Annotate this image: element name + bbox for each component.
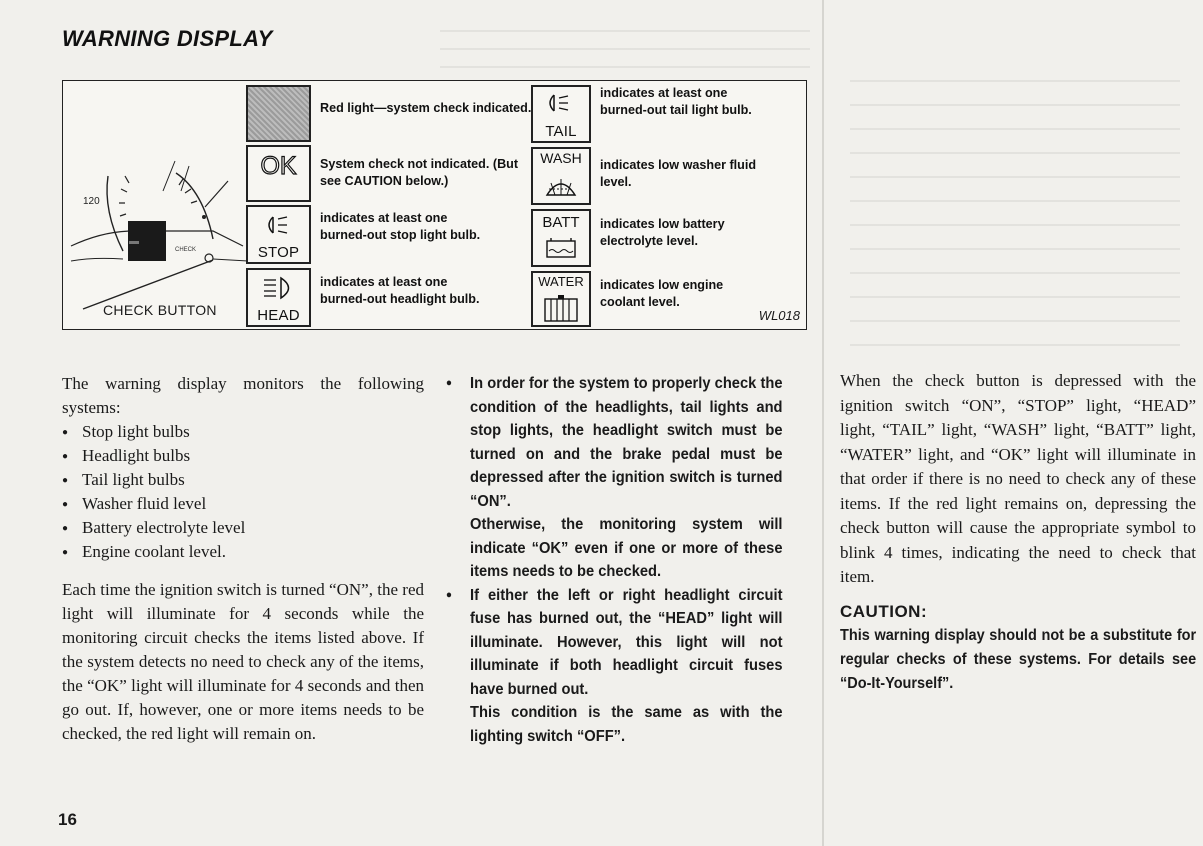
- radiator-icon: [531, 271, 591, 327]
- systems-list: [62, 420, 424, 564]
- batt-desc: indicates low battery electrolyte level.: [600, 217, 725, 248]
- list-item: ● Battery electrolyte level: [62, 516, 424, 540]
- stop-desc: indicates at least one burned-out stop light bulb.: [320, 211, 481, 242]
- batt-icon-label: BATT: [542, 214, 580, 231]
- tail-desc: indicates at least one burned-out tail light bulb.: [600, 86, 752, 117]
- page-gutter: [822, 0, 824, 846]
- bleed-through-texture: [850, 80, 1180, 360]
- list-item: ● Tail light bulbs: [62, 468, 424, 492]
- battery-icon: [531, 209, 591, 267]
- water-desc: indicates low engine coolant level.: [600, 278, 724, 309]
- head-desc: indicates at least one burned-out headlight bulb.: [320, 275, 480, 306]
- washer-icon: [531, 147, 591, 205]
- ok-symbol: OK: [260, 152, 297, 180]
- water-icon-label: WATER: [538, 274, 584, 289]
- tail-lamp-icon: [531, 85, 591, 143]
- column-right: [840, 369, 1196, 696]
- caution-heading: CAUTION:: [840, 601, 928, 621]
- caution-text: This warning display should not be a substitute for regular checks of these systems. For details see “Do-It-Yourself”.: [840, 627, 1197, 692]
- column-middle: [444, 372, 783, 748]
- check-button-label: CHECK BUTTON: [103, 302, 217, 318]
- ignition-paragraph: Each time the ignition switch is turned “ON”, the red light will illuminate for 4 seconds while the monitoring circuit checks the items listed above. If the system detects no need to check any of the items, the “OK” light will illuminate for 4 seconds and then go out. If, however, one or more items needs to be checked, the red light will remain on.: [62, 580, 424, 743]
- page-number: 16: [58, 810, 77, 829]
- dashboard-illustration: [63, 81, 248, 327]
- stop-icon-label: STOP: [257, 244, 300, 261]
- ok-icon: [246, 145, 311, 202]
- bullet-fuse: ● If either the left or right headlight circuit fuse has burned out, the “HEAD” light will illuminate. However, this light will not illuminate if both headlight circuit fuses have burned out.: [444, 584, 783, 702]
- bullet-headlight-check: ● In order for the system to properly check the condition of the headlights, tail lights and stop lights, the headlight switch must be turned on and the brake pedal must be depressed after the ignition switch is turned “ON”.: [444, 372, 783, 513]
- list-item: ● Stop light bulbs: [62, 420, 424, 444]
- bullet-headlight-check-cont: Otherwise, the monitoring system will indicate “OK” even if one or more of these items needs to be checked.: [470, 516, 783, 580]
- list-item: ● Headlight bulbs: [62, 444, 424, 468]
- list-item: ● Engine coolant level.: [62, 540, 424, 564]
- head-icon-label: HEAD: [257, 307, 300, 324]
- figure-id: WL018: [758, 308, 800, 323]
- warning-display-diagram: [62, 80, 807, 330]
- ok-desc: System check not indicated. (But see CAUTION below.): [320, 157, 519, 188]
- wash-desc: indicates low washer fluid level.: [600, 158, 757, 189]
- tail-icon-label: TAIL: [545, 123, 577, 140]
- column-left: [62, 372, 424, 746]
- stop-lamp-icon: [246, 205, 311, 264]
- list-item: ● Washer fluid level: [62, 492, 424, 516]
- check-button-paragraph: When the check button is depressed with the ignition switch “ON”, “STOP” light, “HEAD” light, “TAIL” light, “WASH” light, “BATT” light, “WATER” light, and “OK” light will illuminate in that order if there is no need to check any of these items. If the red light remains on, depressing the check button will cause the appropriate symbol to blink 4 times, indicating the need to check that item.: [840, 371, 1196, 586]
- red-light-icon: [246, 85, 311, 142]
- red-light-desc: Red light—system check indicated.: [320, 101, 532, 115]
- intro-text: The warning display monitors the following systems:: [62, 374, 424, 417]
- page-title: WARNING DISPLAY: [62, 26, 273, 51]
- bleed-through-texture-top: [440, 30, 810, 70]
- gauge-label: 120: [83, 196, 100, 207]
- check-small-label: CHECK: [175, 247, 197, 253]
- headlight-icon: [246, 268, 311, 327]
- wash-icon-label: WASH: [540, 150, 582, 166]
- bullet-fuse-cont: This condition is the same as with the lighting switch “OFF”.: [470, 704, 783, 745]
